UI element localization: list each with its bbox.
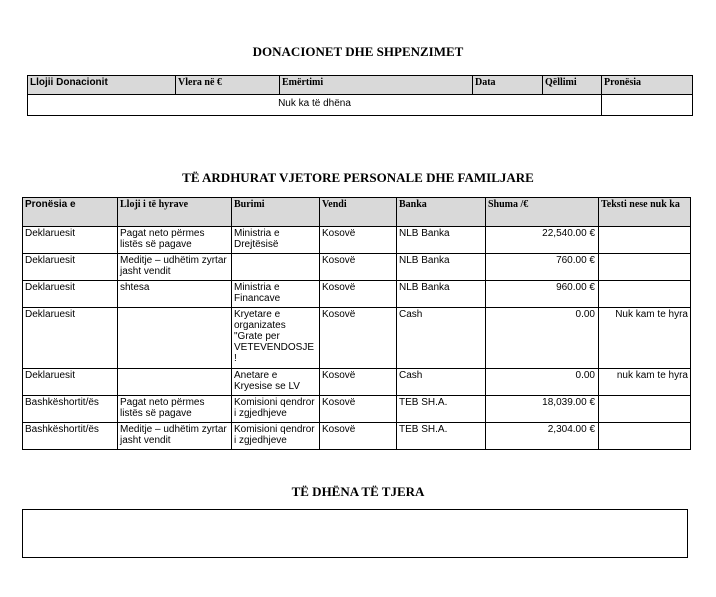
donations-empty-cell	[602, 95, 693, 116]
income-source: Kryetare e organizates "Grate per VETEVENDOSJE !	[232, 308, 320, 369]
table-row	[23, 369, 691, 396]
income-col-source: Burimi	[232, 198, 320, 227]
income-note: nuk kam te hyra	[599, 369, 691, 396]
income-header-row	[23, 198, 691, 227]
income-note	[599, 396, 691, 423]
income-country: Kosovë	[320, 281, 397, 308]
income-country: Kosovë	[320, 396, 397, 423]
income-owner: Deklaruesit	[23, 369, 118, 396]
income-owner: Deklaruesit	[23, 227, 118, 254]
income-source: Ministria e Drejtësisë	[232, 227, 320, 254]
income-type: Pagat neto përmes listës së pagave	[118, 396, 232, 423]
income-amount: 0.00	[486, 369, 599, 396]
income-type	[118, 308, 232, 369]
income-country: Kosovë	[320, 227, 397, 254]
donations-col-date: Data	[473, 76, 543, 95]
income-type: Meditje – udhëtim zyrtar jasht vendit	[118, 423, 232, 450]
income-note	[599, 254, 691, 281]
income-col-note: Teksti nese nuk ka	[599, 198, 691, 227]
donations-header-row	[28, 76, 693, 95]
income-bank: NLB Banka	[397, 281, 486, 308]
income-source	[232, 254, 320, 281]
income-bank: TEB SH.A.	[397, 423, 486, 450]
donations-empty-text: Nuk ka të dhëna	[28, 95, 602, 116]
income-source: Komisioni qendror i zgjedhjeve	[232, 423, 320, 450]
donations-col-name: Emërtimi	[280, 76, 473, 95]
donations-col-value: Vlera në €	[176, 76, 280, 95]
income-country: Kosovë	[320, 254, 397, 281]
income-country: Kosovë	[320, 308, 397, 369]
income-note	[599, 423, 691, 450]
income-bank: Cash	[397, 308, 486, 369]
donations-col-purpose: Qëllimi	[543, 76, 602, 95]
income-amount: 18,039.00 €	[486, 396, 599, 423]
table-row	[23, 254, 691, 281]
income-owner: Deklaruesit	[23, 254, 118, 281]
income-bank: Cash	[397, 369, 486, 396]
income-col-owner: Pronësia e	[23, 198, 118, 227]
income-bank: NLB Banka	[397, 227, 486, 254]
income-amount: 2,304.00 €	[486, 423, 599, 450]
table-row	[23, 281, 691, 308]
income-note	[599, 227, 691, 254]
income-col-bank: Banka	[397, 198, 486, 227]
donations-col-ownership: Pronësia	[602, 76, 693, 95]
income-title: TË ARDHURAT VJETORE PERSONALE DHE FAMILJARE	[182, 170, 534, 185]
table-row	[23, 423, 691, 450]
income-col-type: Lloji i të hyrave	[118, 198, 232, 227]
other-data-box	[22, 509, 688, 558]
income-source: Ministria e Financave	[232, 281, 320, 308]
income-type: shtesa	[118, 281, 232, 308]
other-title: TË DHËNA TË TJERA	[291, 484, 425, 499]
income-amount: 760.00 €	[486, 254, 599, 281]
income-owner: Deklaruesit	[23, 308, 118, 369]
income-owner: Deklaruesit	[23, 281, 118, 308]
income-type	[118, 369, 232, 396]
income-source: Anetare e Kryesise se LV	[232, 369, 320, 396]
income-bank: NLB Banka	[397, 254, 486, 281]
table-row	[23, 396, 691, 423]
income-col-amount: Shuma /€	[486, 198, 599, 227]
income-owner: Bashkëshortit/ës	[23, 396, 118, 423]
income-owner: Bashkëshortit/ës	[23, 423, 118, 450]
income-country: Kosovë	[320, 423, 397, 450]
table-row	[23, 308, 691, 369]
income-col-country: Vendi	[320, 198, 397, 227]
donations-title: DONACIONET DHE SHPENZIMET	[252, 44, 464, 59]
income-source: Komisioni qendror i zgjedhjeve	[232, 396, 320, 423]
income-type: Meditje – udhëtim zyrtar jasht vendit	[118, 254, 232, 281]
income-note: Nuk kam te hyra	[599, 308, 691, 369]
income-amount: 0.00	[486, 308, 599, 369]
income-type: Pagat neto përmes listës së pagave	[118, 227, 232, 254]
income-bank: TEB SH.A.	[397, 396, 486, 423]
table-row	[23, 227, 691, 254]
income-country: Kosovë	[320, 369, 397, 396]
donations-table	[27, 75, 693, 116]
income-amount: 960.00 €	[486, 281, 599, 308]
donations-col-type: Llojii Donacionit	[28, 76, 176, 95]
income-note	[599, 281, 691, 308]
income-amount: 22,540.00 €	[486, 227, 599, 254]
income-table	[22, 197, 691, 450]
donations-empty-row	[28, 95, 693, 116]
